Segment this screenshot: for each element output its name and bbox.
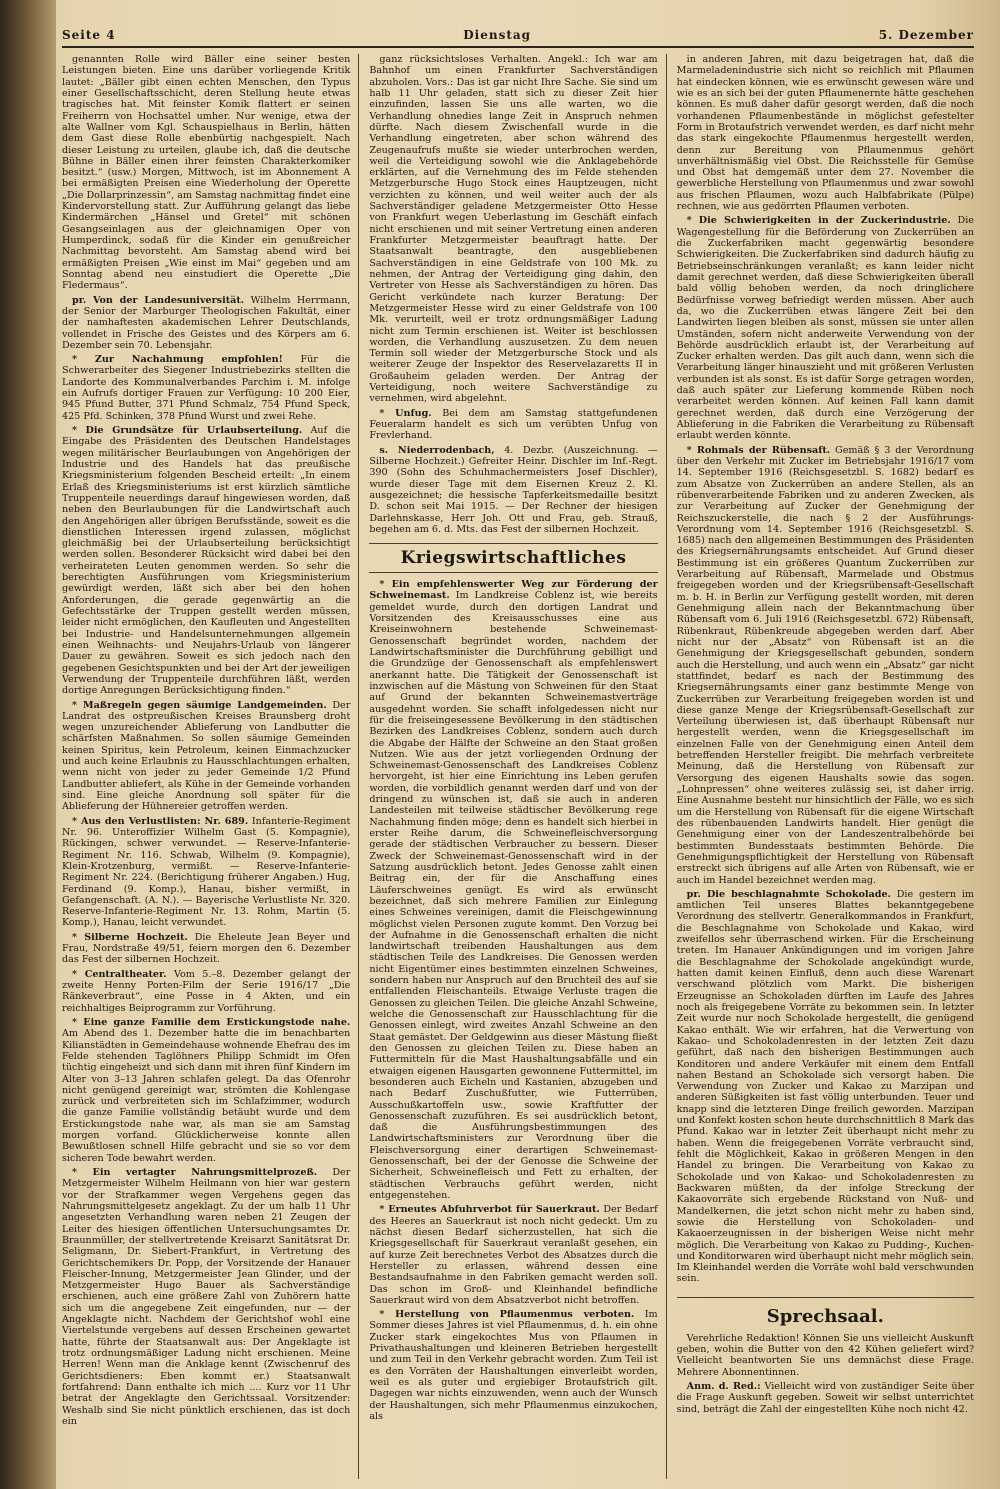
article-headline: * Die Grundsätze für Urlaubserteilung. (72, 425, 303, 436)
column-2-war-economy (369, 579, 657, 1422)
article-body: Am Abend des 1. Dezember hatte die im benachbarten Kilianstädten in Gemeindehause wohnende Ehefrau des im Felde stehenden Taglöhners Philipp Schmidt im Ofen tüchtig eingeheizt und sich dann mit ihren fünf Kindern im Alter von 3–13 Jahren schlafen gelegt. Da das Ofenrohr nicht genügend gereinigt war, strömten die Kohlengase zurück und verbreiteten sich im Schlafzimmer, wodurch die ganze Familie vollständig betäubt wurde und dem Erstickungstode nahe war, als man sie am Samstag morgen vorfand. Glücklicherweise konnte allen Bewußtlosen schnell Hilfe gebracht und sie so vor dem sicheren Tode bewahrt werden. (62, 1028, 351, 1164)
article-headline: * Centraltheater. (72, 968, 167, 980)
article-body: Verehrliche Redaktion! Können Sie uns vielleicht Auskunft geben, wohin die Butter von den 42 Kühen geliefert wird? Vielleicht beantworten Sie uns demnächst diese Frage. Mehrere Abonnentinnen. (676, 1332, 974, 1378)
article-headline: * Eine ganze Familie dem Erstickungstode nahe. (72, 1016, 351, 1028)
letters-heading: Sprechsaal. (677, 1297, 974, 1327)
article-paragraph (62, 1167, 350, 1427)
article-body: Die Wagengestellung für die Beförderung von Zuckerrüben an die Zuckerfabriken macht gegenwärtig besondere Schwierigkeiten. Die Zuckerfabriken sind dadurch häufig zu Betriebseinschränkungen veranlaßt; es kann leider nicht damit gerechnet werden, daß diese Schwierigkeiten überall bald völlig behoben werden, da noch dringlichere Bedürfnisse vorweg befriedigt werden müssen. Aber auch da, wo die Zuckerrüben etwas längere Zeit bei den Landwirten liegen bleiben als sonst, müssen sie unter allen Umständen, sofern nicht anderweite Verwendung von der Behörde ausdrücklich erlaubt ist, der Verarbeitung auf Zucker erhalten werden. Das gilt auch dann, wenn sich die Verarbeitung länger hinauszieht und mit größeren Verlusten verbunden ist als sonst. Es ist dafür Sorge getragen worden, daß auch später zur Lieferung kommende Rüben noch verarbeitet werden können. Auf keinen Fall kann damit gerechnet werden, daß durch eine Verzögerung der Ablieferung in die Fabriken die Verarbeitung zu Rübensaft erlaubt werden könnte. (676, 215, 974, 442)
article-paragraph (369, 408, 657, 442)
article-paragraph (677, 889, 974, 1285)
article-headline: * Erneutes Abfuhrverbot für Sauerkraut. (379, 1204, 600, 1216)
article-body: Der Bedarf des Heeres an Sauerkraut ist noch nicht gedeckt. Um zu nächst diesen Bedarf sicherzustellen, hat sich die Kriegsgesellschaft für Sauerkraut veranlaßt gesehen, ein auf kurze Zeit berechnetes Verbot des Absatzes durch die Hersteller zu erlassen, während dessen eine Bestandsaufnahme in den Fabriken gemacht werden soll. Das schon im Groß- und Kleinhandel befindliche Sauerkraut wird von dem Absatzverbot nicht betroffen. (369, 1204, 658, 1306)
article-headline: * Zur Nachahmung empfohlen! (72, 354, 283, 366)
article-headline: s. Niederrodenbach, (379, 444, 495, 456)
article-headline: * Herstellung von Pflaumenmus verboten. (379, 1309, 635, 1321)
article-body: Für die Schwerarbeiter des Siegener Industriebezirks stellten die Landorte des Kommunalverbandes Parchim i. M. infolge ein Aufrufs dortiger Frauen zur Verfügung: 10 200 Eier, 945 Pfund Butter, 371 Pfund Schmalz, 754 Pfund Speck, 425 Pfd. Schinken, 378 Pfund Wurst und zwei Rehe. (62, 354, 351, 422)
article-paragraph (369, 1204, 657, 1306)
column-3 (677, 54, 974, 1479)
article-paragraph (369, 54, 657, 405)
article-body: Die gestern im amtlichen Teil unseres Blattes bekanntgegebene Verordnung des stellvertr. Generalkommandos in Frankfurt, die Beschlagnahme von Schokolade und Kakao, wird zweifellos sehr überraschend wirken. Für die Erscheinung treten. Im Hanauer Ankündigungen und im vorigen Jahre die Beschlagnahme der Schokolade angekündigt wurde, hatten damit keinen Einfluß, denn auch diese Warenart verschwand plötzlich vom Markt. Die bisherigen Erzeugnisse an Schokoladen dürften im Laufe des Jahres noch als freigegebene Vorräte zu bekommen sein. In letzter Zeit wurde nur noch Schokolade hergestellt, die genügend Kakao enthält. Wie wir erfahren, hat die Verwertung von Kakao- und Schokoladenresten in der letzten Zeit dazu geführt, daß nach den bisherigen Bestimmungen auch Konditoren und andere Verkäufer mit einem dem Entfall nahen Bestand an Schokolade sich versorgt haben. Die Verwendung von Zucker und Kakao zu Marzipan und anderen Süßigkeiten ist fast völlig unterbunden. Teuer und knapp sind die letzteren Dinge freilich geworden. Marzipan und Konfekt kosten schon heute durchschnittlich 8 Mark das Pfund. Kakao war in letzter Zeit überhaupt nicht mehr zu haben. Wenn die freigegebenen Vorräte verbraucht sind, fehlt die Möglichkeit, Kakao in größeren Mengen in den Handel zu bringen. Die Verarbeitung von Kakao zu Schokolade und von Kakao- und Schokoladenresten zu Backwaren müßten, da der infolge Streckung der Kakaovorräte sich ergebende Rückstand von Nuß- und Mandelkernen, die jetzt schon nicht mehr zu haben sind, sowie die Herstellung von Schokoladen- und Kakaoerzeugnissen in der bisherigen Weise nicht mehr möglich. Die Verarbeitung von Kakao zu Pudding-, Kuchen- und Konditorwaren wird überhaupt nicht mehr möglich sein. Im Kleinhandel werden die Vorräte wohl bald verschwunden sein. (676, 888, 974, 1285)
article-headline: * Maßregeln gegen säumige Landgemeinden. (72, 699, 327, 711)
article-paragraph (62, 354, 350, 422)
article-body: Wilhelm Herrmann, der Senior der Marburger Theologischen Fakultät, einer der namhaftesten akademischen Lehrer Deutschlands, vollendet in Frische des Geistes und des Körpers am 6. Dezember sein 70. Lebensjahr. (62, 294, 351, 351)
article-body: Die Eheleute Jean Beyer und Frau, Nordstraße 49/51, feiern morgen den 6. Dezember das Fest der silbernen Hochzeit. (62, 931, 351, 966)
article-paragraph (677, 54, 974, 212)
article-headline: Anm. d. Red.: (686, 1381, 761, 1392)
page-number: Seite 4 (62, 28, 116, 42)
column-2 (369, 54, 666, 1479)
article-body: Infanterie-Regiment Nr. 96. Unteroffizier Wilhelm Gast (5. Kompagnie), Rückingen, schwer verwundet. — Reserve-Infanterie-Regiment Nr. 116. Schwab, Wilhelm (9. Kompagnie), Klein-Krotzenburg, vermißt. — Reserve-Infanterie-Regiment Nr. 224. (Berichtigung früherer Angaben.) Hug, Ferdinand (9. Komp.), Hanau, bisher vermißt, in Gefangenschaft. (A. N.). — Bayerische Verlustliste Nr. 320. Reserve-Infanterie-Regiment Nr. 13. Rohm, Martin (5. Komp.), Hanau, leicht verwundet. (62, 815, 351, 929)
article-body: 4. Dezbr. (Auszeichnung. — Silberne Hochzeit.) Gefreiter Heinr. Dischler im Inf.-Regt. 390 (Sohn des Schuhmachermeisters Josef Dischler), wurde dieser Tage mit dem Eisernen Kreuz 2. Kl. ausgezeichnet; die hessische Tapferkeitsmedaille besitzt D. schon seit Mai 1915. — Der Rechner der hiesigen Darlehnskasse, Herr Joh. Ott und Frau, geb. Strauß, begehen am 6. d. Mts. das Fest der silbernen Hochzeit. (369, 444, 658, 535)
article-paragraph (369, 445, 657, 536)
article-paragraph (677, 1381, 974, 1415)
article-headline: * Rohmals der Rübensaft. (686, 444, 831, 456)
article-paragraph (369, 1309, 657, 1422)
article-paragraph (62, 969, 350, 1014)
article-body: Auf die Eingabe des Präsidenten des Deutschen Handelstages wegen militärischer Beurlaubungen von Angehörigen der Industrie und des Handels hat das preußische Kriegsministerium folgenden Bescheid erteilt: „In einem Erlaß des Kriegsministeriums ist erst kürzlich sämtliche Truppenteile neuerdings darauf hingewiesen worden, daß neben den Beurlaubungen für die Landwirtschaft auch den Angehörigen aller übrigen Berufsstände, soweit es die dienstlichen Interessen irgend zulassen, möglichst gleichmäßig bei der Urlaubserteilung berücksichtigt werden sollen. Besonderer Rücksicht wird dabei bei den verheirateten Leuten genommen werden. So sehr die berechtigten Ausführungen vom Kriegsministerium gewürdigt werden, läßt sich aber bei den hohen Anforderungen, die gerade gegenwärtig an die Gefechtsstärke der Truppen gestellt werden müssen, leider nicht ermöglichen, den Kaufleuten und Angestellten bei Industrie- und Handelsunternehmungen allgemein einen Weihnachts- und Neujahrs-Urlaub von längerer Dauer zu gewähren. Soweit es sich jedoch nach den gegebenen Gesichtspunkten und bei der Art der jeweiligen Verwendung der Truppenteile durchführen läßt, werden dortige Anregungen Berücksichtigung finden.“ (62, 425, 351, 697)
article-headline: * Die Schwierigkeiten in der Zuckerindustrie. (686, 215, 951, 227)
weekday: Dienstag (463, 28, 532, 42)
page-spine-shadow (0, 0, 56, 1489)
article-body: Im Sommer dieses Jahres ist viel Pflaumenmus, d. h. ein ohne Zucker stark eingekochtes Mus von Pflaumen in Privathaushaltungen und kleineren Betrieben hergestellt und zum Teil in den Verkehr gebracht worden. Zum Teil ist es den Vorräten der Haushaltungen einverleibt worden, weil es als guter und ergiebiger Brotaufstrich gilt. Dagegen war nichts einzuwenden, wenn auch der Wunsch der Haushaltungen, sich mehr Pflaumenmus einzukochen, als (369, 1309, 658, 1422)
article-paragraph (62, 700, 350, 813)
article-body: Vom 5.–8. Dezember gelangt der zweite Henny Porten-Film der Serie 1916/17 „Die Ränkeverbraut“, eine Posse in 4 Akten, und ein reichhaltiges Beiprogramm zur Vorführung. (62, 968, 351, 1014)
article-paragraph (62, 816, 350, 929)
article-headline: * Aus den Verlustlisten: Nr. 689. (72, 815, 249, 827)
article-columns (62, 54, 974, 1479)
article-body: Der Metzgermeister Wilhelm Heilmann von hier war gestern vor der Strafkammer wegen Vergehens gegen das Nahrungsmittelgesetz angeklagt. Zu der um halb 11 Uhr angesetzten Verhandlung waren neben 21 Zeugen der Leiter des hiesigen öffentlichen Untersuchungsamtes Dr. Braunmüller, der stellvertretende Kreisarzt Sanitätsrat Dr. Seligmann, Dr. Siebert-Frankfurt, in Vertretung des Gerichtschemikers Dr. Popp, der Vorsitzende der Hanauer Fleischer-Innung, Metzgermeister Jean Glinder, und der Metzgermeister Hugo Bauer als Sachverständige erschienen, auch eine größere Zahl von Zuhörern hatte sich um die angegebene Zeit eingefunden, nur — der Angeklagte nicht. Nachdem der Gerichtshof wohl eine Viertelstunde vergebens auf dessen Erscheinen gewartet hatte, führte der Staatsanwalt aus: Der Angeklagte ist trotz ordnungsmäßiger Ladung nicht erschienen. Meine Herren! Wenn man die Anklage kennt (Zwischenruf des Gerichtsdieners: Eben kommt er.) Staatsanwalt fortfahrend: Dann enthalte ich mich .... Kurz vor 11 Uhr betrat der Angeklagte den Gerichtssaal. Vorsitzender: Weshalb sind Sie nicht pünktlich erschienen, das ist doch ein (62, 1167, 351, 1427)
article-body: Im Landkreise Coblenz ist, wie bereits gemeldet wurde, durch den dortigen Landrat und Vorsitzenden des Kreisausschusses eine aus Kreiseinwohnern bestehende Schweinemast-Genossenschaft begründet worden, nachdem der Landwirtschaftsminister die Durchführung gebilligt und die Grundzüge der Genossenschaft als empfehlenswert anerkannt hatte. Die Tätigkeit der Genossenschaft ist inzwischen auf die Mästung von Schweinen für den Staat auf Grund der bekannten Schweinemastverträge ausgedehnt worden. Sie schafft infolgedessen nicht nur für die freiseingesessene Bevölkerung in den städtischen Bezirken des Landkreises Coblenz, sondern auch durch die Abgabe der Hälfte der Schweine an den Staat großen Nutzen. Wie aus der jetzt vorliegenden Ordnung der Schweinemast-Genossenschaft des Landkreises Coblenz hervorgeht, ist hier eine Einrichtung ins Leben gerufen worden, die vorbildlich genannt werden darf und von der dringend zu wünschen ist, daß sie auch in anderen Landesteilen mit teilweise städtischer Bevölkerung rege Nachahmung finden möge; denn es handelt sich hierbei in erster Reihe darum, die Schweinefleischversorgung gerade der städtischen Verbraucher zu bessern. Dieser Zweck der Schweinemast-Genossenschaft wird in der Satzung ausdrücklich betont. Jedes Genosse zahlt einen Beitrag ein, der für die Anschaffung eines Läuferschweines genügt. Es wird als erwünscht bezeichnet, daß sich mehrere Familien zur Einlegung eines Schweines vereinigen, damit die Fleischgewinnung möglichst vielen Personen zugute kommt. Den Vorzug bei der Aufnahme in die Genossenschaft erhalten die nicht landwirtschaft treibenden Haushaltungen aus dem städtischen Teile des Landkreises. Die Genossen werden nicht Eigentümer eines bestimmten einzelnen Schweines, sondern haben nur Anspruch auf den Bruchteil des auf sie entfallenden Fleischanteils. Etwaige Verluste tragen die Genossen zu gleichen Teilen. Die gleiche Anzahl Schweine, welche die Genossenschaft zur Hausschlachtung für die Genossen einlegt, wird zweites Anzahl Schweine an den Staat gemästet. Der Geldgewinn aus dieser Mästung fließt den Genossen zu gleichen Teilen zu. Diese haben an Futtermitteln für die Mast Haushaltungsabfälle und ein etwaigen eigenen Hausgarten gewonnene Futtermittel, im besonderen auch Eicheln und Kastanien, abzugeben und nach Bedarf Zuschußfutter, wie Futterrüben, Ausschußkartoffeln usw., sowie Kraftfutter der Genossenschaft zuzuführen. Es sei ausdrücklich betont, daß die Ausführungsbestimmungen des Landwirtschaftsministers zur Verordnung über die Fleischversorgung einer derartigen Schweinemast-Genossenschaft, bei der der Genosse die Schweine der Sicherheit, Schweinefleisch und Fett zu erhalten, der städtischen Verbrauchs geführt werden, nicht entgegenstehen. (369, 590, 658, 1201)
letters-section (677, 1333, 974, 1415)
article-headline: * Unfug. (379, 407, 432, 419)
article-body: Vielleicht wird von zuständiger Seite über die Frage Auskunft gegeben. Soweit wir selbst unterrichtet sind, beträgt die Zahl der eingestellten Kühe noch nicht 42. (676, 1381, 974, 1415)
article-body: Gemäß § 3 der Verordnung über den Verkehr mit Zucker im Betriebsjahr 1916/17 vom 14. September 1916 (Reichsgesetzbl. S. 1682) bedarf es zum Absatze von Zuckerrüben an andere Stellen, als an rübenverarbeitende Fabriken und zu anderen Zwecken, als zur Verarbeitung auf Zucker der Genehmigung der Reichszuckerstelle, die nach § 2 der Ausführungs-Verordnung vom 14. September 1916 (Reichsgesetzbl. S. 1685) nach den allgemeinen Bestimmungen des Präsidenten des Kriegsernährungsamts entscheidet. Auf Grund dieser Bestimmung ist ein größeres Quantum Zuckerrüben zur Verarbeitung auf Rübensaft, Marmelade und Obstmus freigegeben worden und der Kriegsrübensaft-Gesellschaft m. b. H. in Berlin zur Verfügung gestellt worden, mit deren Genehmigung allein nach der Bekanntmachung über Rübensaft vom 6. Juli 1916 (Reichsgesetzbl. 672) Rübensaft, Rübenkraut, Rübenkreude abgegeben werden darf. Aber nicht nur der „Absatz“ von Rübensaft ist an die Genehmigung der Kriegsgesellschaft gebunden, sondern auch die Herstellung, und auch wenn ein „Absatz“ gar nicht stattfindet, bedarf es nach der Bestimmung des Kriegsernährungsamts einer ganz bestimmte Menge von Zuckerrüben zur Verarbeitung freigegeben worden ist und diese ganze Menge der Kriegsrübensaft-Gesellschaft zur Verteilung überwiesen ist, daß überhaupt Rübensaft nur hergestellt werden, wenn die Kriegsgesellschaft im einzelnen Falle von der Genehmigung einen Anteil dem betreffenden Hersteller freigibt. Die mehrfach verbreitete Meinung, daß die Herstellung von Rübensaft zur Versorgung des eigenen Haushalts sowie das sogen. „Lohnpressen“ ohne weiteres zulässig sei, ist daher irrig. Eine Ausnahme besteht nur hinsichtlich der Fälle, wo es sich um die Herstellung von Rübensaft für die eigene Wirtschaft des rübenbauenden Landwirts handelt. Hier genügt die Genehmigung einer von der Landeszentralbehörde bei bestimmten Bundesstaats bestimmten Behörde. Die Genehmigungspflichtigkeit der Herstellung von Rübensaft erstreckt sich übrigens auf alle Arten von Rübensaft, wie er auch im Handel bezeichnet werden mag. (676, 444, 974, 886)
article-body: in anderen Jahren, mit dazu beigetragen hat, daß die Marmeladenindustrie sich nicht so reichlich mit Pflaumen hat eindecken können, wie es erwünscht gewesen wäre und wie es an sich bei der guten Pflaumenernte hätte geschehen können. Es muß daher dafür gesorgt werden, daß die noch vorhandenen Pflaumenbestände in möglichst gefestelter Form in Brotaufstrich verwendet werden, es darf nicht mehr das stark eingekochte Pflaumenmus hergestellt werden, denn zur Bereitung von Pflaumenmus gehört unverhältnismäßig viel Obst. Die Reichsstelle für Gemüse und Obst hat demgemäß unter dem 27. November die gewerbliche Herstellung von Pflaumenmus und zwar sowohl aus frischen Pflaumen, wozu auch Halbfabrikate (Pülpe) rechnen, wie aus gedörrten Pflaumen verboten. (676, 54, 974, 213)
page-header (62, 28, 974, 48)
column-1 (62, 54, 359, 1479)
article-body: genannten Rolle wird Bäller eine seiner besten Leistungen bieten. Eine uns darüber vorliegende Kritik lautet: „Bäller gibt einen echten Menschen, den Typus einer Gesellschaftsschicht, deren Stellung heute etwas tragisches hat. Mit feinster Komik flattert er seinen Freiherrn von Hochsattel umher. Nur wenige, etwa der alte Wallner vom Kgl. Schauspielhaus in Berlin, hätten dem Gast diese Rolle ebenbürtig nachgespielt. Nach dieser Leistung zu urteilen, glaube ich, daß die deutsche Bühne in Bäller einen ihrer feinsten Charakterkomiker besitzt.“ (usw.) Morgen, Mittwoch, ist im Abonnement A bei ermäßigten Preisen eine Wiederholung der Operette „Die Dollarprinzessin“, am Samstag nachmittag findet eine Kindervorstellung statt. Zur Aufführung gelangt das liebe Kindermärchen „Hänsel und Gretel“ mit schönen Gesangseinlagen aus der gleichnamigen Oper von Humperdinck, sodaß für die Kinder ein genußreicher Nachmittag bevorsteht. Am Samstag abend wird bei ermäßigten Preisen „Wie einst im Mai“ gegeben und am Sonntag abend neu einstudiert die Operette „Die Fledermaus“. (62, 54, 351, 292)
column-2-local-news (369, 54, 657, 535)
column-3-articles (677, 54, 974, 1285)
article-body: Bei dem am Samstag stattgefundenen Feueralarm handelt es sich um verübten Unfug von Frevlerhand. (369, 407, 658, 442)
article-headline: * Ein vertagter Nahrungsmittelprozeß. (72, 1167, 318, 1178)
article-paragraph (62, 1017, 350, 1164)
article-headline: * Silberne Hochzeit. (72, 931, 188, 943)
article-paragraph (369, 579, 657, 1201)
article-headline: pr. Die beschlagnahmte Schokolade. (686, 888, 891, 900)
article-headline: pr. Von der Landesuniversität. (72, 294, 245, 306)
section-heading: Kriegswirtschaftliches (369, 543, 657, 573)
article-body: Der Landrat des ostpreußischen Kreises Braunsberg droht wegen unzureichender Ablieferung von Landbutter die schärfsten Maßnahmen. So sollen säumige Gemeinden keinen Spiritus, kein Petroleum, keinen Einmachzucker und auch keine Erlaubnis zu Hausschlachtungen erhalten, wenn nicht von jeder zu jeder Gemeinde 1/2 Pfund Landbutter abliefert, als Kühe in der Gemeinde vorhanden sind. Eine gleiche Anordnung soll später für die Ablieferung der Hühnereier getroffen werden. (62, 699, 351, 813)
article-paragraph (677, 445, 974, 886)
article-paragraph (62, 425, 350, 697)
article-paragraph (677, 215, 974, 441)
article-paragraph (62, 295, 350, 352)
article-paragraph (677, 1333, 974, 1378)
date: 5. Dezember (878, 28, 974, 42)
article-paragraph (62, 54, 350, 292)
article-headline: * Ein empfehlenswerter Weg zur Förderung der Schweinemast. (369, 579, 658, 602)
article-paragraph (62, 932, 350, 966)
article-body: ganz rücksichtsloses Verhalten. Angekl.: Ich war am Bahnhof um einen Frankfurter Sachverständigen abzuholen. Vors.: Das ist gar nicht Ihre Sache. Sie sind um halb 11 Uhr geladen, statt sich zu dieser Zeit hier einzufinden, lassen Sie uns alle warten, wo die Verhandlung ohnedies lange Zeit in Anspruch nehmen dürfte. Nach diesem Zwischenfall wurde in die Verhandlung eingetreten, aber schon während des Zeugenaufrufs mußte sie wieder unterbrochen werden, weil die Verteidigung sowohl wie die Anklagebehörde erklärten, auf die Vernehmung des im Felde stehenden Metzgerbursche Hugo Stock eines Hauptzeugen, nicht verzichten zu können, und weil weiter auch der als Sachverständiger geladene Metzgermeister Otto Hesse von Frankfurt wegen Ueberlastung im Geschäft einfach nicht erschienen und mit seiner Vertretung einen anderen Frankfurter Metzgermeister beauftragt hatte. Der Staatsanwalt beantragte, den ausgebliebenen Sachverständigen in eine Geldstrafe von 100 Mk. zu nehmen, der Antrag der Verteidigung ging dahin, den Vertreter von Hesse als Sachverständigen zu hören. Das Gericht verkündete nach kurzer Beratung: Der Metzgermeister Hesse wird zu einer Geldstrafe von 100 Mk. verurteilt, weil er trotz ordnungsmäßiger Ladung nicht zum Termin erschienen ist. Weiter ist beschlossen worden, die Verhandlung auszusetzen. Zu dem neuen Termin soll wieder der Metzgerbursche Stock und als weiterer Zeuge der Inspektor des Reservelazaretts II in Großauheim geladen werden. Der Antrag der Verteidigung, noch weitere Sachverständige zu vernehmen, wird abgelehnt. (369, 54, 658, 405)
